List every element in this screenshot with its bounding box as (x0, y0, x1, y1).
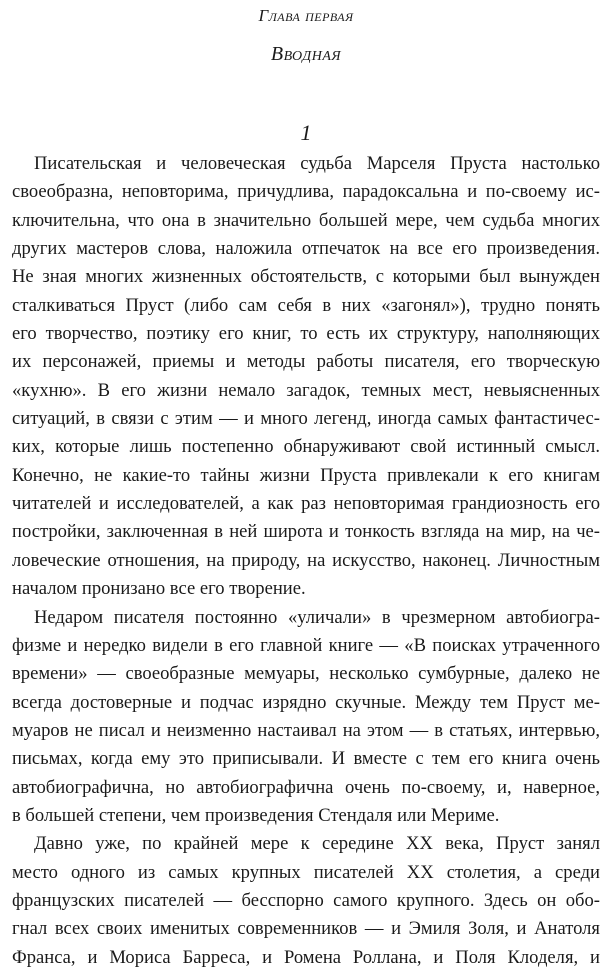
text-line: ситуаций, в связи с этим — и много легенд, иногда самых фантастичес- (12, 408, 600, 430)
text-line: Конечно, не какие-то тайны жизни Пруста привлекали к его книгам (12, 464, 600, 486)
text-line: в большей степени, чем произведения Стендаля или Мериме. (12, 804, 500, 826)
paragraph (12, 150, 600, 604)
text-line: автобиографична, но автобиографична очень по-своему, и, наверное, (12, 776, 600, 798)
text-line: других мастеров слова, наложила отпечаток на все его произведения. (12, 238, 600, 260)
text-line: ключительна, что она в значительно большей мере, чем судьба многих (12, 209, 600, 231)
text-line: физме и нередко видели в его главной книге — «В поисках утраченного (12, 634, 600, 656)
text-line: постройки, заключенная в ней широта и тонкость взгляда на мир, на че- (12, 521, 600, 543)
text-line: их персонажей, приемы и методы работы писателя, его творческую (12, 351, 600, 373)
text-line: ких, которые лишь постепенно обнаруживают свой истинный смысл. (12, 436, 600, 458)
text-line: Писательская и человеческая судьба Марселя Пруста настолько (34, 153, 600, 174)
chapter-label: Глава первая (258, 6, 354, 25)
text-line: читателей и исследователей, а как раз неповторимая грандиозность его (12, 493, 600, 515)
text-line: Франса, и Мориса Барреса, и Ромена Роллана, и Поля Клоделя, и (12, 946, 600, 968)
paragraph (12, 604, 600, 831)
text-line: всегда достоверные и подчас изрядно скучные. Между тем Пруст ме- (12, 691, 600, 713)
text-line: место одного из самых крупных писателей XX столетия, а среди (12, 861, 600, 883)
text-line: Давно уже, по крайней мере к середине XX века, Пруст занял (34, 833, 600, 855)
text-line: времени» — своеобразные мемуары, несколько сумбурные, далеко не (12, 663, 600, 685)
body-text (12, 150, 600, 972)
text-line: началом пронизано все его творение. (12, 578, 306, 600)
text-line: письмах, когда ему это приписывали. И вместе с тем его книга очень (12, 748, 600, 770)
chapter-title: Вводная (270, 43, 342, 65)
text-line: муаров не писал и неизменно настаивал на этом — в статьях, интервью, (12, 719, 600, 741)
text-line: «кухню». В его жизни немало загадок, темных мест, невыясненных (12, 379, 600, 401)
text-line: своеобразна, неповторима, причудлива, парадоксальна и по-своему ис- (12, 181, 600, 203)
text-line: сталкиваться Пруст (либо сам себя в них «загонял»), трудно понять (12, 294, 600, 316)
text-line: Не зная многих жизненных обстоятельств, с которыми был вынужден (12, 266, 600, 288)
text-line: Недаром писателя постоянно «уличали» в чрезмерном автобиогра- (34, 606, 600, 628)
text-line: гнал всех своих именитых современников — и Эмиля Золя, и Анатоля (12, 918, 600, 940)
text-line: его творчество, поэтику его книг, то есть их структуру, наполняющих (12, 323, 600, 345)
text-line: ловеческие отношения, на природу, на искусство, наконец. Личностным (12, 549, 600, 571)
paragraph (12, 830, 600, 972)
text-line: французских писателей — бесспорно самого крупного. Здесь он обо- (12, 889, 600, 911)
section-number: 1 (300, 120, 312, 145)
